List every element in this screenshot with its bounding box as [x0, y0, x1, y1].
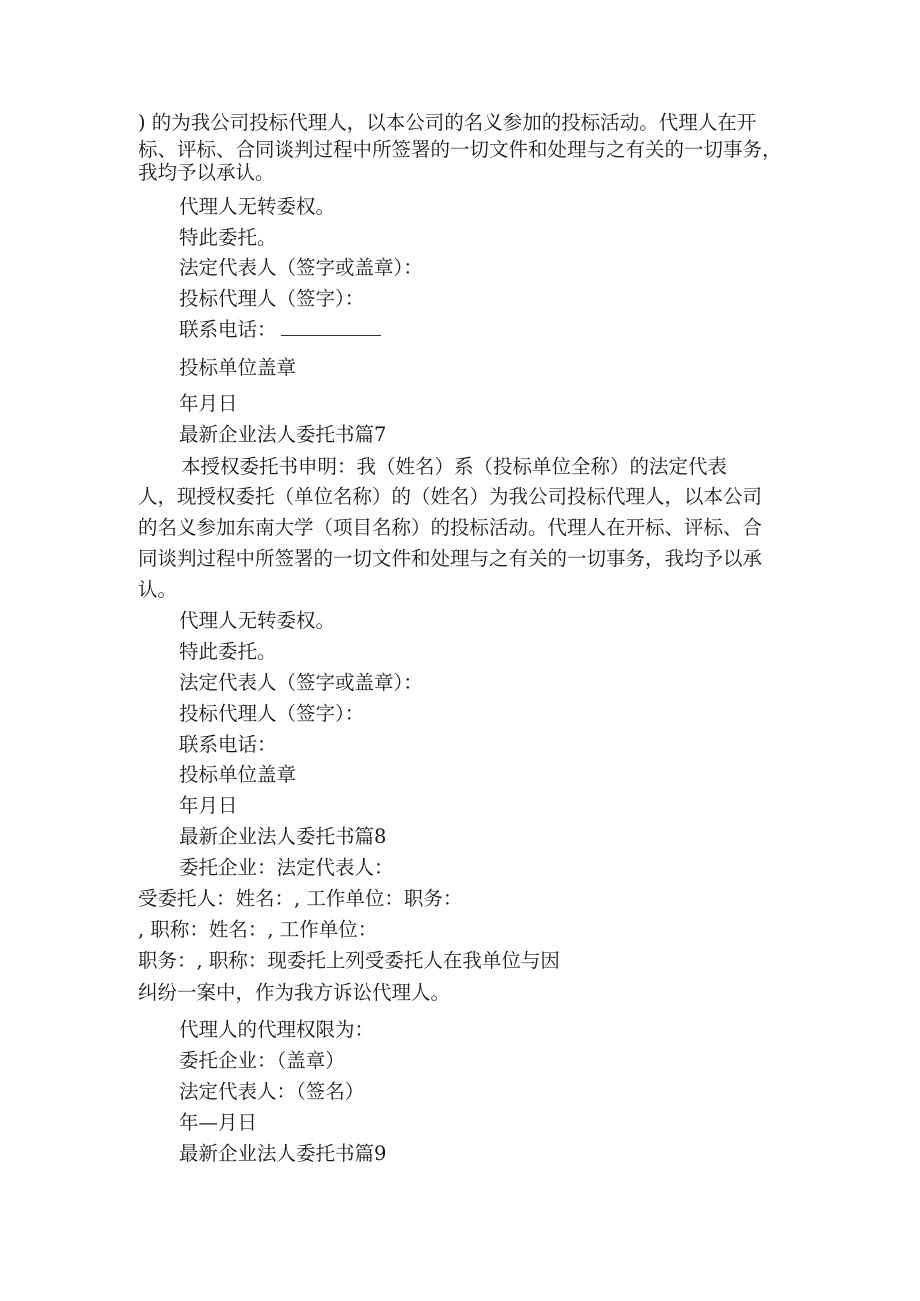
text-line: 投标代理人（签字）： [179, 702, 365, 725]
text-line: , 职称：姓名：, 工作单位： [138, 918, 378, 941]
section-heading: 最新企业法人委托书篇9 [179, 1142, 387, 1165]
text-line: 年月日 [179, 392, 238, 415]
text-line: 年月日 [179, 794, 238, 817]
text-line: 特此委托。 [179, 226, 277, 249]
text-line: 认。 [138, 578, 178, 601]
text-line: 我均予以承认。 [138, 161, 275, 184]
text-line: 职务：, 职称：现委托上列受委托人在我单位与因 [138, 949, 560, 972]
text-line: 本授权委托书申明：我（姓名）系（投标单位全称）的法定代表 [181, 455, 728, 478]
text-line: 联系电话： [179, 733, 277, 756]
text-line: 法定代表人（签字或盖章）： [179, 671, 423, 694]
text-line: 投标代理人（签字）： [179, 287, 365, 310]
phone-blank [281, 317, 381, 336]
text-line: 联系电话： [179, 318, 277, 341]
text-line: 特此委托。 [179, 640, 277, 663]
text-line: 纠纷一案中，作为我方诉讼代理人。 [138, 981, 451, 1004]
text-line: 年—月日 [179, 1111, 258, 1134]
text-line: 法定代表人：（签名） [179, 1080, 365, 1103]
text-line: 代理人无转委权。 [179, 195, 336, 218]
text-line: 投标单位盖章 [179, 356, 297, 379]
text-line: 代理人的代理权限为： [179, 1018, 375, 1041]
text-line: 标、评标、合同谈判过程中所签署的一切文件和处理与之有关的一切事务， [138, 138, 782, 161]
section-heading: 最新企业法人委托书篇7 [179, 423, 387, 446]
text-line: 同谈判过程中所签署的一切文件和处理与之有关的一切事务，我均予以承 [138, 547, 763, 570]
text-line: 法定代表人（签字或盖章）： [179, 256, 423, 279]
text-line: ) 的为我公司投标代理人，以本公司的名义参加的投标活动。代理人在开 [138, 111, 757, 134]
section-heading: 最新企业法人委托书篇8 [179, 825, 387, 848]
text-line: 的名义参加东南大学（项目名称）的投标活动。代理人在开标、评标、合 [138, 516, 763, 539]
text-line: 受委托人：姓名：, 工作单位：职务： [138, 887, 463, 910]
text-line: 投标单位盖章 [179, 763, 297, 786]
text-line: 代理人无转委权。 [179, 609, 336, 632]
text-line: 委托企业：法定代表人： [179, 856, 394, 879]
text-line: 人，现授权委托（单位名称）的（姓名）为我公司投标代理人，以本公司 [138, 485, 763, 508]
phone-line [179, 317, 381, 343]
text-line: 委托企业：（盖章） [179, 1049, 345, 1072]
